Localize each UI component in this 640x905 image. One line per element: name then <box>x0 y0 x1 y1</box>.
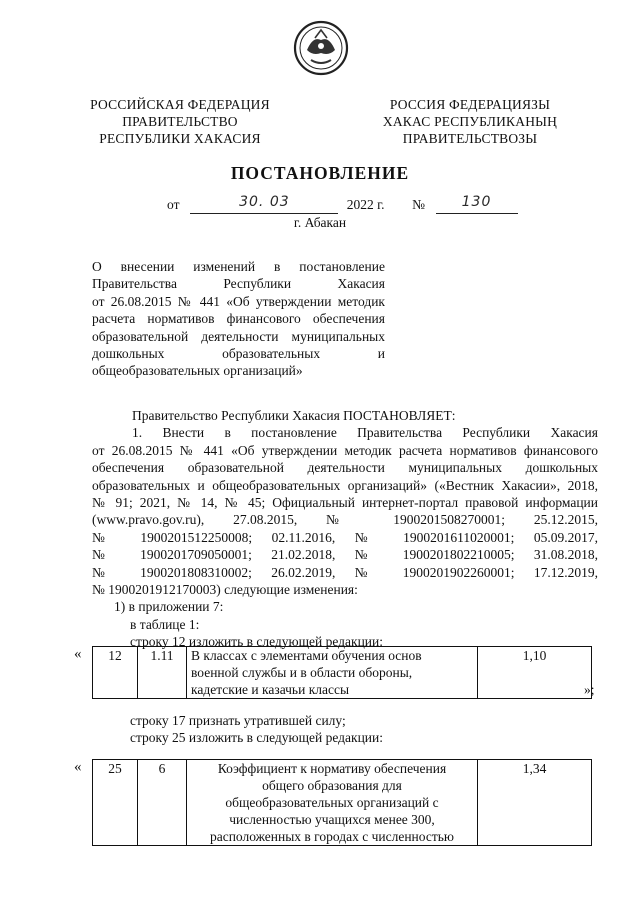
body-line: № 1900201912170003) следующие изменения: <box>92 582 358 598</box>
date-field <box>190 194 338 214</box>
header-right-line: РОССИЯ ФЕДЕРАЦИЯЗЫ <box>389 97 551 112</box>
row-text-line: В классах с элементами обучения основ <box>191 648 422 663</box>
body-line: № 1900201512250008; 02.11.2016, № 1900201611020001; 05.09.2017, <box>92 529 598 545</box>
after-table-line: строку 25 изложить в следующей редакции: <box>130 730 384 745</box>
table-row-12 <box>92 646 592 699</box>
coat-of-arms-emblem <box>293 20 349 76</box>
row-code: 1.11 <box>138 647 187 699</box>
body-line: образовательных и общеобразовательных организаций» («Вестник Хакасии», 2018, <box>92 477 598 493</box>
date-year: 2022 г. <box>346 197 385 212</box>
close-quote: »; <box>584 682 595 697</box>
row-value: 1,34 <box>478 760 592 846</box>
subject-block <box>92 258 385 380</box>
header-left-line: РОССИЙСКАЯ ФЕДЕРАЦИЯ <box>90 97 270 112</box>
subject-line: дошкольных образовательных и <box>92 346 385 362</box>
row-value: 1,10 <box>478 647 592 699</box>
number-field <box>436 194 518 214</box>
body-line: обеспечения образовательной деятельности муниципальных дошкольных <box>92 460 598 476</box>
subject-line: образовательной деятельности муниципальных <box>92 328 385 344</box>
header-right <box>355 96 585 147</box>
document-title: ПОСТАНОВЛЕНИЕ <box>230 163 410 183</box>
header-right-line: ПРАВИТЕЛЬСТВОЗЫ <box>402 131 538 146</box>
after-table-line: строку 17 признать утратившей силу; <box>130 713 346 728</box>
subject-line: от 26.08.2015 № 441 «Об утверждении методик <box>92 293 385 309</box>
row-code: 6 <box>138 760 187 846</box>
row-number: 12 <box>93 647 138 699</box>
subject-line: расчета нормативов финансового обеспечения <box>92 311 385 327</box>
subject-line: общеобразовательных организаций» <box>92 363 303 379</box>
body-line: от 26.08.2015 № 441 «Об утверждении методик расчета нормативов финансового <box>92 442 598 458</box>
row-text-line: общеобразовательных организаций с <box>225 795 439 810</box>
row-text-line: расположенных в городах с численностью <box>209 829 455 844</box>
body-line: Правительство Республики Хакасия ПОСТАНОВЛЯЕТ: <box>132 408 456 423</box>
body-line: (www.pravo.gov.ru), 27.08.2015, № 1900201508270001; 25.12.2015, <box>92 512 598 528</box>
row-text-line: Коэффициент к нормативу обеспечения <box>217 761 447 776</box>
date-prefix: от <box>167 197 180 212</box>
row-description <box>187 760 478 846</box>
row-text-line: кадетские и казачьи классы <box>191 682 350 697</box>
subject-line: О внесении изменений в постановление <box>92 259 385 274</box>
table-row <box>93 647 592 699</box>
row-text-line: численностью учащихся менее 300, <box>229 812 435 827</box>
header-right-line: ХАКАС РЕСПУБЛИКАНЫҢ <box>382 114 558 129</box>
body-line: 1) в приложении 7: <box>114 599 224 615</box>
subject-line: Правительства Республики Хакасия <box>92 276 385 292</box>
city: г. Абакан <box>293 215 347 230</box>
header-left-line: ПРАВИТЕЛЬСТВО <box>122 114 238 129</box>
row-text-line: общего образования для <box>262 778 402 793</box>
row-number: 25 <box>93 760 138 846</box>
header-left <box>80 96 280 147</box>
body-line: № 91; 2021, № 14, № 45; Официальный интернет-портал правовой информации <box>92 495 598 511</box>
open-quote: « <box>74 646 82 662</box>
body-line: № 1900201808310002; 26.02.2019, № 1900201902260001; 17.12.2019, <box>92 564 598 580</box>
body-line: строку 12 изложить в следующей редакции: <box>130 634 384 650</box>
row-text-line: военной службы и в области обороны, <box>191 665 413 680</box>
number-value: 130 <box>461 194 492 210</box>
open-quote: « <box>74 759 82 775</box>
header-left-line: РЕСПУБЛИКИ ХАКАСИЯ <box>99 131 261 146</box>
body-line: № 1900201709050001; 21.02.2018, № 1900201802210005; 31.08.2018, <box>92 547 598 563</box>
number-sign: № <box>412 197 426 212</box>
body-line: в таблице 1: <box>130 616 200 632</box>
date-value: 30. 03 <box>239 194 290 210</box>
body-text <box>92 407 598 651</box>
body-line: 1. Внести в постановление Правительства Республики Хакасия <box>132 425 598 441</box>
table-row-25 <box>92 759 592 846</box>
table-row <box>93 760 592 846</box>
row-description <box>187 647 478 699</box>
date-line <box>167 194 518 214</box>
